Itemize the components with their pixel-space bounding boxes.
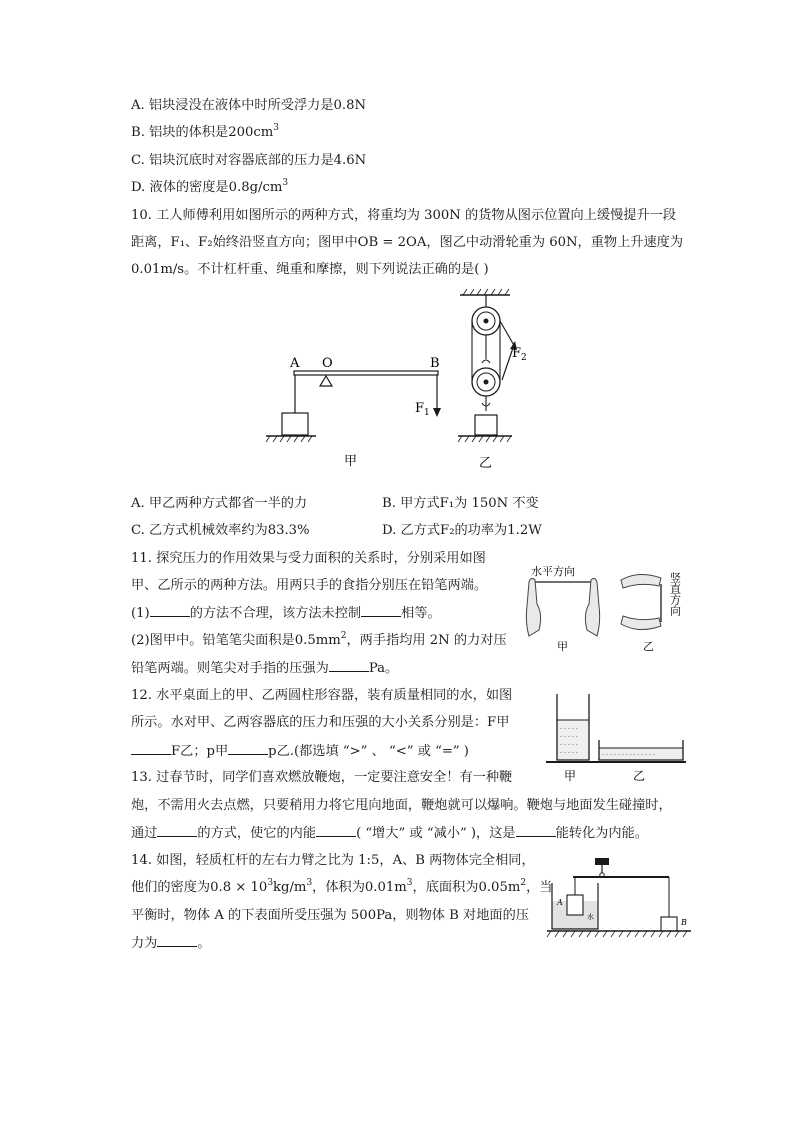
hand-right-jia [585,578,599,636]
caption-jia: 甲 [564,769,577,783]
answer-blank[interactable] [228,742,268,755]
lever-bar [294,371,438,375]
q10-option-c: C. 乙方式机械效率约为83.3% [131,523,310,538]
cargo-left [282,413,308,435]
answer-blank[interactable] [316,824,356,837]
caption-yi: 乙 [643,640,654,653]
label-vertical: 竖直方向 [668,572,682,616]
q10-lever-pulley-figure [260,285,527,471]
q12-stem-line3: F乙；p甲 p乙.(都选填 “>” 、 “<” 或 “=” ) [131,742,469,761]
q10-stem-line2: 距离，F₁、F₂始终沿竖直方向；图甲中OB = 2OA，图乙中动滑轮重为 60N，重物上升速度为 [131,235,684,250]
caption-yi: 乙 [479,456,493,471]
q10-option-b: B. 甲方式F₁为 150N 不变 [382,496,539,511]
label-water: 水 [587,913,594,921]
caption-jia: 甲 [344,454,358,469]
answer-blank[interactable] [329,659,369,672]
lever-label-a: A [290,356,300,371]
answer-blank[interactable] [516,824,556,837]
q13-stem-line1: 13. 过春节时，同学们喜欢燃放鞭炮，一定要注意安全！有一种鞭 [131,770,513,785]
svg-text:- - - - -: - - - - - [560,733,578,740]
q10-option-d: D. 乙方式F₂的功率为1.2W [382,523,542,538]
hand-left-jia [526,578,540,636]
answer-blank[interactable] [150,604,190,617]
svg-text:- - - - -: - - - - - [560,725,578,732]
q10-option-a: A. 甲乙两种方式都省一半的力 [131,496,308,511]
q12-stem-line2: 所示。水对甲、乙两容器底的压力和压强的大小关系分别是：F甲 [131,715,510,730]
q9-option-b: B. 铝块的体积是$200cm^3$ [131,123,279,140]
q11-pencil-figure [525,560,695,656]
q13-stem-line2: 炮，不需用火去点燃，只要稍用力将它甩向地面，鞭炮就可以爆响。鞭炮与地面发生碰撞时， [131,798,672,813]
q10-stem-line3: 0.01m/s。不计杠杆重、绳重和摩擦，则下列说法正确的是( ) [131,262,489,277]
svg-text:- - - - -: - - - - - [560,741,578,748]
hand-top-yi [621,574,661,588]
cargo-right [475,415,497,435]
hand-bottom-yi [621,616,661,630]
force-f1-label: $F_1$ [415,401,430,418]
q9-option-c: C. 铝块沉底时对容器底部的压力是4.6N [131,153,367,168]
q9-option-d: D. 液体的密度是$0.8g/cm^3$ [131,178,289,195]
q14-lever-figure [545,855,695,941]
q11-stem-line1: 11. 探究压力的作用效果与受力面积的关系时，分别采用如图 [131,551,486,566]
label-b: B [681,918,687,927]
q14-stem-line1: 14. 如图，轻质杠杆的左右力臂之比为 1:5，A、B 两物体完全相同， [131,853,535,868]
q11-subq2: (2)图甲中。铅笔笔尖面积是$0.5mm^2$，两手指均用 2N 的力对压 [131,631,507,648]
q14-stem-line4: 力为 。 [131,936,211,951]
svg-text:- - - - -: - - - - - [560,749,578,756]
caption-jia: 甲 [557,640,568,653]
q9-option-a: A. 铝块浸没在液体中时所受浮力是0.8N [131,98,367,113]
answer-blank[interactable] [131,742,171,755]
q12-stem-line1: 12. 水平桌面上的甲、乙两圆柱形容器，装有质量相同的水，如图 [131,688,513,703]
q11-stem-line2: 甲、乙所示的两种方法。用两只手的食指分别压在铅笔两端。 [131,578,488,593]
object-a [567,895,583,915]
answer-blank[interactable] [157,824,197,837]
label-horizontal: 水平方向 [531,565,575,578]
caption-yi: 乙 [633,769,646,783]
object-b [661,917,677,931]
q14-stem-line3: 平衡时，物体 A 的下表面所受压强为 500Pa，则物体 B 对地面的压 [131,908,529,923]
lever-label-b: B [430,356,440,371]
q11-subq2-cont: 铅笔两端。则笔尖对手指的压强为 Pa。 [131,661,399,676]
q10-stem-line1: 10. 工人师傅利用如图所示的两种方式，将重均为 300N 的货物从图示位置向上缓慢提升一段 [131,208,677,223]
q12-containers-figure [540,690,690,784]
label-a: A [557,898,563,907]
q14-stem-line2: 他们的密度为$0.8 \times 10^3kg/m^3$，体积为$0.01m^3$，底面积为$0.05m^2$，当 [131,878,553,895]
lever-support [595,858,609,865]
force-f2-label: $F_2$ [512,346,527,363]
q11-subq1: (1) 的方法不合理，该方法未控制 相等。 [131,606,441,621]
q13-stem-line3: 通过 的方式，使它的内能 ( “增大” 或 “减小” )，这是 能转化为内能。 [131,826,648,841]
lever-figure [266,356,441,469]
pulley-figure [458,289,527,471]
svg-text:- - - - - - - - - - - - - -: - - - - - - - - - - - - - - [602,751,656,758]
fulcrum [320,376,332,386]
answer-blank[interactable] [157,934,197,947]
force-f1-arrowhead [433,408,441,417]
answer-blank[interactable] [361,604,401,617]
lever-label-o: O [322,356,333,371]
